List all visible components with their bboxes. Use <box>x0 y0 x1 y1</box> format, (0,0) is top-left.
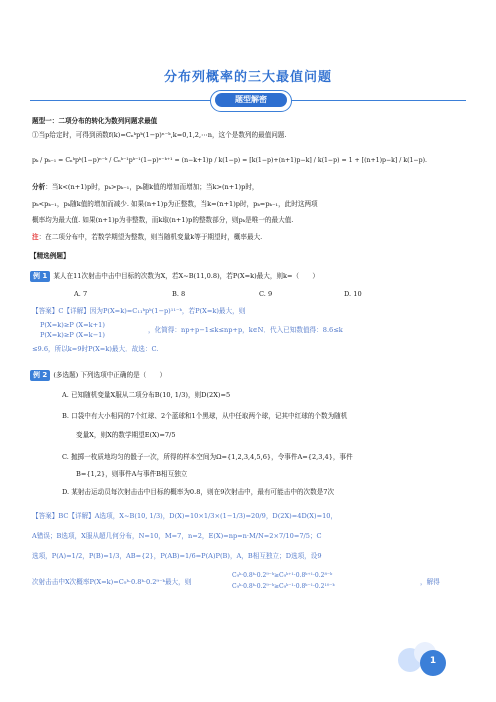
example2-option-b-line-1: B. 口袋中有大小相同的7个红球、2个蓝球和1个黑球，从中任取两个球，记其中红球的个数为随机 <box>62 412 348 420</box>
example1-option-b: B. 8 <box>172 290 186 298</box>
example1-system-1: P(X=k)≥P (X=k+1) <box>40 321 105 329</box>
method-line: ①当p给定时，可得到函数f(k)=Cₙᵏpᵏ(1−p)ⁿ⁻ᵏ,k=0,1,2,⋯n，这个是数列的最值问题. <box>32 131 287 139</box>
example2-system-2: C₉ᵏ·0.8ᵏ·0.2⁹⁻ᵏ≥C₉ᵏ⁻¹·0.8ᵏ⁻¹·0.2¹⁰⁻ᵏ <box>232 583 335 590</box>
section-label: 题型解密 <box>215 93 287 107</box>
section-header <box>30 96 466 106</box>
example1-answer-line-3: ≤9.6，所以k=9时P(X=k)最大．故选：C. <box>32 345 159 353</box>
example2-answer-tail: ，解得 <box>420 578 440 586</box>
example1-tag: 例 1 <box>30 271 50 282</box>
section-badge <box>210 90 292 112</box>
example1-option-c: C. 9 <box>259 290 273 298</box>
ratio-formula: pₖ / pₖ₋₁ = Cₙᵏpᵏ(1−p)ⁿ⁻ᵏ / Cₙᵏ⁻¹pᵏ⁻¹(1−p)ⁿ⁻ᵏ⁺¹ = (n−k+1)p / k(1−p) = [k(1−p)+(n+1)p−k] / k(1−p) = 1 + [(n+1)p−k] / k(1−p). <box>32 157 427 164</box>
example2-option-c-line-2: B={1,2}，则事件A与事件B相互独立 <box>76 470 188 478</box>
example2-option-b-line-2: 变量X，则X的数学期望E(X)=7/5 <box>76 431 176 439</box>
examples-heading: 【精选例题】 <box>30 252 70 260</box>
page-number: 1 <box>429 656 437 666</box>
example2-answer-line-4: 次射击击中X次概率P(X=k)=C₉ᵏ·0.8ᵏ·0.2⁹⁻ᵏ最大，则 <box>32 578 192 586</box>
example2-option-a: A. 已知随机变量X服从二项分布B(10, 1/3)，则D(2X)=5 <box>62 391 231 399</box>
example1-option-d: D. 10 <box>344 290 362 298</box>
example2-answer-line-3: 选项，P(A)=1/2，P(B)=1/3，AB={2}，P(AB)=1/6=P(A)P(B)，A，B相互独立；D选项，设9 <box>32 552 322 560</box>
note-line <box>32 233 468 242</box>
topic-heading: 题型一：二项分布的转化为数列问题求最值 <box>32 117 158 125</box>
analysis-line-2: pₖ<pₖ₋₁，pₖ随k值的增加而减少. 如果(n+1)p为正整数，当k=(n+1)p时，pₖ=pₖ₋₁，此时这两项 <box>32 200 318 208</box>
example2-option-c-line-1: C. 抛掷一枚质地均匀的骰子一次，所得的样本空间为Ω={1,2,3,4,5,6}，令事件A={2,3,4}，事件 <box>62 453 353 461</box>
analysis-line-1 <box>32 183 468 192</box>
example2-answer-line-1: 【答案】BC【详解】A选项，X~B(10, 1/3)，D(X)=10×1/3×(1−1/3)=20/9，D(2X)=4D(X)=10， <box>32 512 338 520</box>
example2-tag: 例 2 <box>30 370 50 381</box>
example2-option-d: D. 某射击运动员每次射击击中目标的概率为0.8，则在9次射击中，最有可能击中的次数是7次 <box>62 488 335 496</box>
example1-question-line <box>30 271 466 282</box>
example1-answer-mid: ，化简得：np+p−1≤k≤np+p，k∈N．代入已知数值得：8.6≤k <box>148 326 343 334</box>
analysis-line-3: 概率均为最大值. 如果(n+1)p为非整数，而k取(n+1)p的整数部分，则pₖ是唯一的最大值. <box>32 216 294 224</box>
note-label: 注 <box>32 233 39 241</box>
analysis-text-1: ：当k<(n+1)p时，pₖ>pₖ₋₁，pₖ随k值的增加而增加；当k>(n+1)p时， <box>45 183 259 191</box>
example1-system-2: P(X=k)≥P (X=k−1) <box>40 331 105 339</box>
page-title: 分布列概率的三大最值问题 <box>163 70 332 85</box>
analysis-label: 分析 <box>32 183 46 191</box>
example2-system-1: C₉ᵏ·0.8ᵏ·0.2⁹⁻ᵏ≥C₉ᵏ⁺¹·0.8ᵏ⁺¹·0.2⁸⁻ᵏ <box>232 572 333 579</box>
example1-option-a: A. 7 <box>74 290 88 298</box>
example2-question: (多选题) 下列选项中正确的是（ ） <box>53 371 167 379</box>
example2-question-line <box>30 370 466 381</box>
example1-answer-line-1: 【答案】C【详解】因为P(X=k)=C₁₁ᵏpᵏ(1−p)¹¹⁻ᵏ，若P(X=k)最大，则 <box>32 307 246 315</box>
example2-answer-line-2: A错误；B选项，X服从超几何分布，N=10，M=7，n=2，E(X)=np=n·M/N=2×7/10=7/5；C <box>32 532 322 540</box>
example1-question: 某人在11次射击中击中目标的次数为X，若X~B(11,0.8)，若P(X=k)最大，则k=（ ） <box>53 272 319 280</box>
note-text: ：在二项分布中，若数学期望为整数，则当随机变量k等于期望时，概率最大. <box>38 233 263 241</box>
